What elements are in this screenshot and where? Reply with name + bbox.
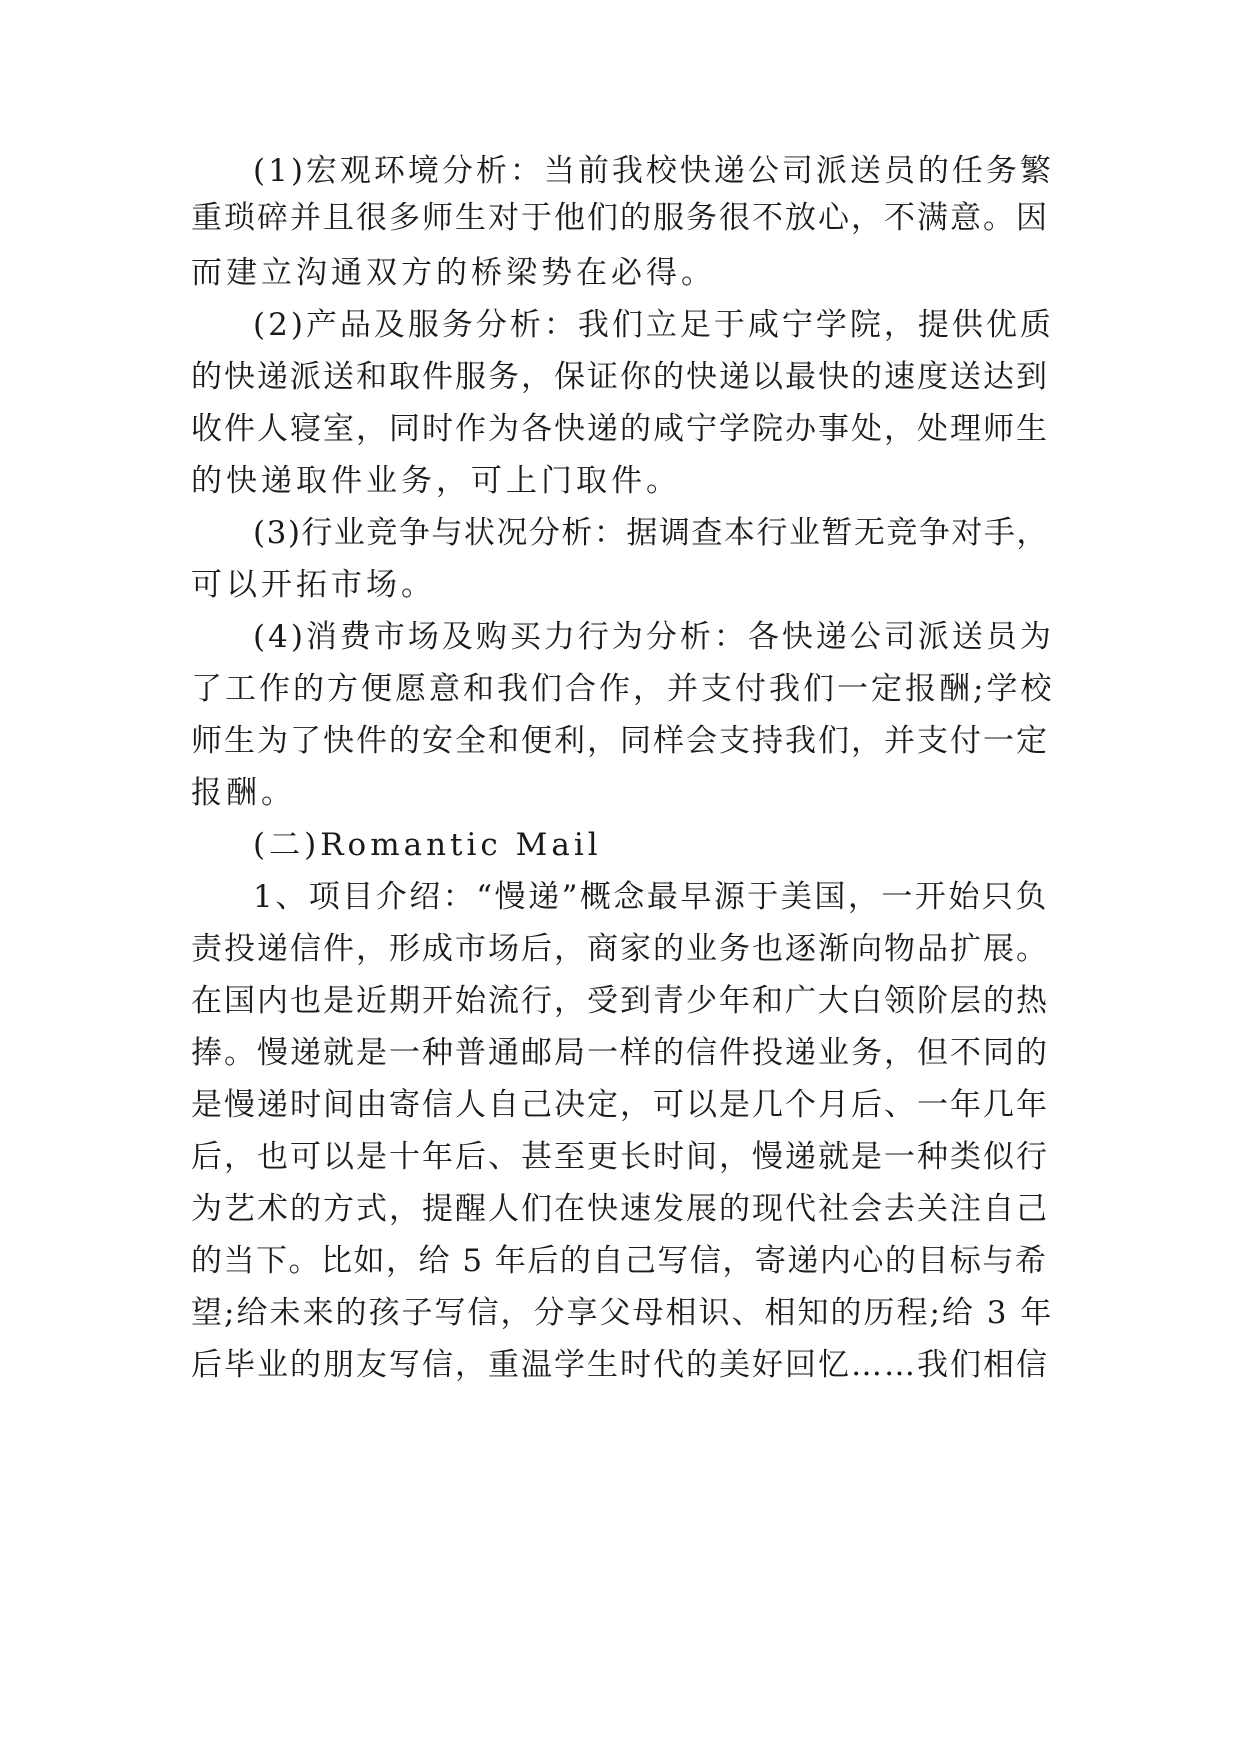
paragraph-4-line-1: (4)消费市场及购买力行为分析：各快递公司派送员为 xyxy=(253,619,1054,655)
paragraph-2-line-1: (2)产品及服务分析：我们立足于咸宁学院，提供优质 xyxy=(253,307,1054,343)
paragraph-5-line-1: 1、项目介绍：“慢递”概念最早源于美国，一开始只负 xyxy=(253,879,1049,915)
paragraph-5-line-10: 后毕业的朋友写信，重温学生时代的美好回忆……我们相信 xyxy=(191,1347,1049,1383)
paragraph-5-line-5: 是慢递时间由寄信人自己决定，可以是几个月后、一年几年 xyxy=(191,1087,1049,1123)
paragraph-2-line-4: 的快递取件业务，可上门取件。 xyxy=(191,463,681,499)
paragraph-1-line-1: (1)宏观环境分析：当前我校快递公司派送员的任务繁 xyxy=(253,153,1054,189)
paragraph-4-line-4: 报酬。 xyxy=(191,775,296,811)
paragraph-3-line-2: 可以开拓市场。 xyxy=(191,567,436,603)
paragraph-5-line-4: 捧。慢递就是一种普通邮局一样的信件投递业务，但不同的 xyxy=(191,1035,1049,1071)
paragraph-5-line-3: 在国内也是近期开始流行，受到青少年和广大白领阶层的热 xyxy=(191,983,1049,1019)
paragraph-5-line-7: 为艺术的方式，提醒人们在快速发展的现代社会去关注自己 xyxy=(191,1191,1049,1227)
paragraph-2-line-2: 的快递派送和取件服务，保证你的快递以最快的速度送达到 xyxy=(191,359,1049,395)
paragraph-4-line-3: 师生为了快件的安全和便利，同样会支持我们，并支付一定 xyxy=(191,723,1049,759)
paragraph-5-line-6: 后，也可以是十年后、甚至更长时间，慢递就是一种类似行 xyxy=(191,1139,1049,1175)
paragraph-1-line-3: 而建立沟通双方的桥梁势在必得。 xyxy=(191,255,716,291)
paragraph-3-line-1: (3)行业竞争与状况分析：据调查本行业暂无竞争对手， xyxy=(253,515,1049,551)
paragraph-4-line-2: 了工作的方便愿意和我们合作，并支付我们一定报酬;学校 xyxy=(191,671,1055,707)
paragraph-5-line-9: 望;给未来的孩子写信，分享父母相识、相知的历程;给 3 年 xyxy=(191,1295,1054,1331)
paragraph-5-line-2: 责投递信件，形成市场后，商家的业务也逐渐向物品扩展。 xyxy=(191,931,1049,967)
paragraph-2-line-3: 收件人寝室，同时作为各快递的咸宁学院办事处，处理师生 xyxy=(191,411,1049,447)
paragraph-5-line-8: 的当下。比如，给 5 年后的自己写信，寄递内心的目标与希 xyxy=(191,1243,1048,1279)
section-heading: (二)Romantic Mail xyxy=(253,827,602,863)
paragraph-1-line-2: 重琐碎并且很多师生对于他们的服务很不放心，不满意。因 xyxy=(191,200,1049,236)
